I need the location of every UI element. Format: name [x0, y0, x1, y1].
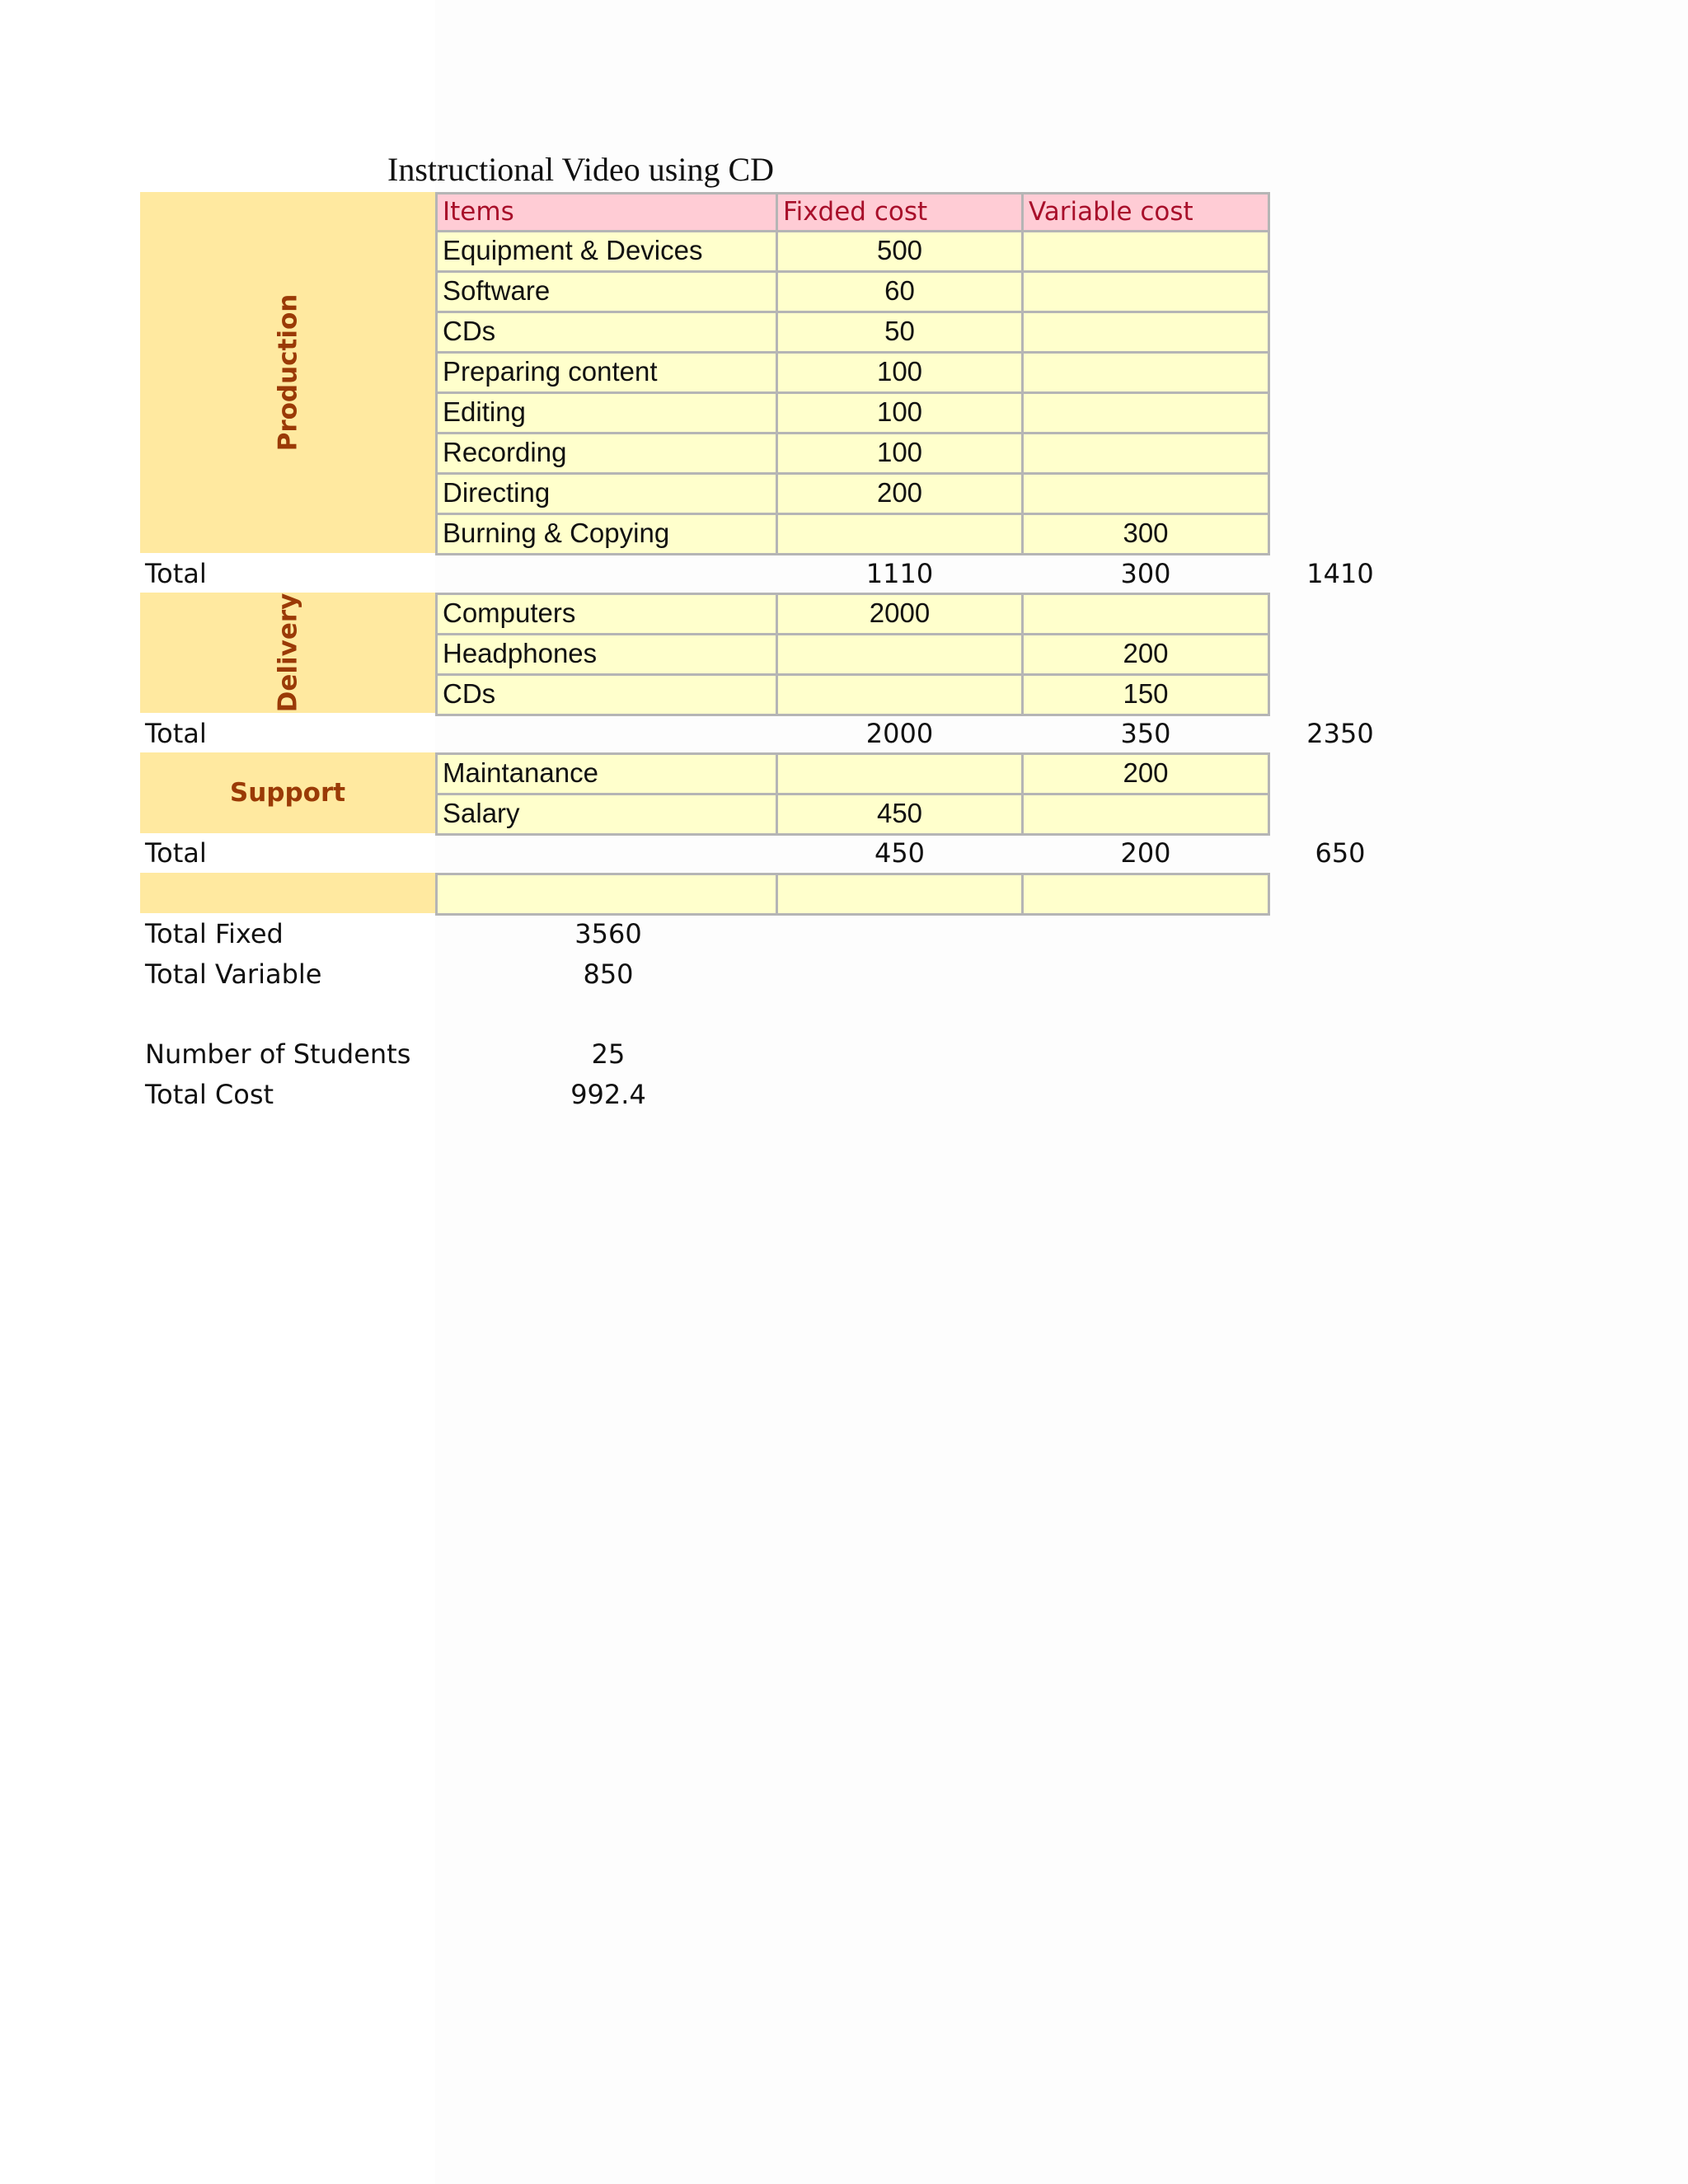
table-row-fixed: 450	[776, 793, 1024, 836]
empty-row-variable	[1021, 873, 1270, 916]
header-items: Items	[435, 192, 778, 232]
table-row-item: Computers	[435, 593, 778, 635]
table-row-item: Recording	[435, 432, 778, 475]
total-fixed: 450	[874, 837, 926, 869]
table-row-variable: 200	[1021, 752, 1270, 795]
table-row-variable	[1021, 391, 1270, 434]
table-row-fixed: 500	[776, 230, 1024, 273]
summary-total-fixed-value: 3560	[574, 918, 642, 949]
table-row-variable	[1021, 593, 1270, 635]
table-row-variable: 300	[1021, 513, 1270, 555]
table-row-fixed	[776, 752, 1024, 795]
table-row-fixed	[776, 513, 1024, 555]
total-label: Total	[145, 558, 207, 589]
table-row-item: Headphones	[435, 633, 778, 676]
summary-total-fixed-label: Total Fixed	[145, 918, 284, 949]
table-row-fixed: 100	[776, 432, 1024, 475]
table-row-fixed	[776, 633, 1024, 676]
summary-students-value: 25	[591, 1038, 626, 1070]
summary-students-label: Number of Students	[145, 1038, 411, 1070]
total-label: Total	[145, 718, 207, 749]
table-row-fixed	[776, 673, 1024, 716]
header-fixed-cost: Fixded cost	[776, 192, 1024, 232]
sheet-title: Instructional Video using CD	[387, 151, 775, 188]
summary-total-variable-value: 850	[583, 958, 634, 990]
category-support-label: Support	[229, 778, 346, 808]
table-row-item: CDs	[435, 311, 778, 354]
table-row-variable: 150	[1021, 673, 1270, 716]
empty-row-fixed	[776, 873, 1024, 916]
category-empty	[140, 873, 435, 913]
category-production-label: Production	[272, 293, 302, 452]
table-row-item: Equipment & Devices	[435, 230, 778, 273]
table-row-variable: 200	[1021, 633, 1270, 676]
table-row-variable	[1021, 351, 1270, 394]
summary-total-cost-value: 992.4	[570, 1079, 646, 1110]
table-row-item: Preparing content	[435, 351, 778, 394]
table-row-item: Directing	[435, 472, 778, 515]
table-row-fixed: 100	[776, 351, 1024, 394]
category-production	[140, 192, 435, 553]
total-label: Total	[145, 837, 207, 869]
total-fixed: 1110	[865, 558, 934, 589]
table-row-variable	[1021, 432, 1270, 475]
table-row-fixed: 2000	[776, 593, 1024, 635]
table-row-variable	[1021, 793, 1270, 836]
table-row-item: Salary	[435, 793, 778, 836]
total-fixed: 2000	[865, 718, 934, 749]
table-row-item: Editing	[435, 391, 778, 434]
total-variable: 200	[1120, 837, 1171, 869]
table-row-variable	[1021, 472, 1270, 515]
total-sum: 2350	[1306, 718, 1374, 749]
total-sum: 650	[1315, 837, 1366, 869]
header-variable-cost: Variable cost	[1021, 192, 1270, 232]
summary-total-cost-label: Total Cost	[145, 1079, 274, 1110]
table-row-variable	[1021, 311, 1270, 354]
table-row-fixed: 200	[776, 472, 1024, 515]
category-delivery	[140, 593, 435, 713]
table-row-fixed: 100	[776, 391, 1024, 434]
table-row-item: Software	[435, 270, 778, 313]
table-row-variable	[1021, 230, 1270, 273]
empty-row-item	[435, 873, 778, 916]
table-row-item: Maintanance	[435, 752, 778, 795]
table-row-fixed: 50	[776, 311, 1024, 354]
table-row-fixed: 60	[776, 270, 1024, 313]
total-sum: 1410	[1306, 558, 1374, 589]
category-delivery-label: Delivery	[273, 593, 302, 713]
total-variable: 350	[1120, 718, 1171, 749]
table-row-item: CDs	[435, 673, 778, 716]
category-support	[140, 752, 435, 833]
total-variable: 300	[1120, 558, 1171, 589]
table-row-variable	[1021, 270, 1270, 313]
table-row-item: Burning & Copying	[435, 513, 778, 555]
summary-total-variable-label: Total Variable	[145, 958, 322, 990]
